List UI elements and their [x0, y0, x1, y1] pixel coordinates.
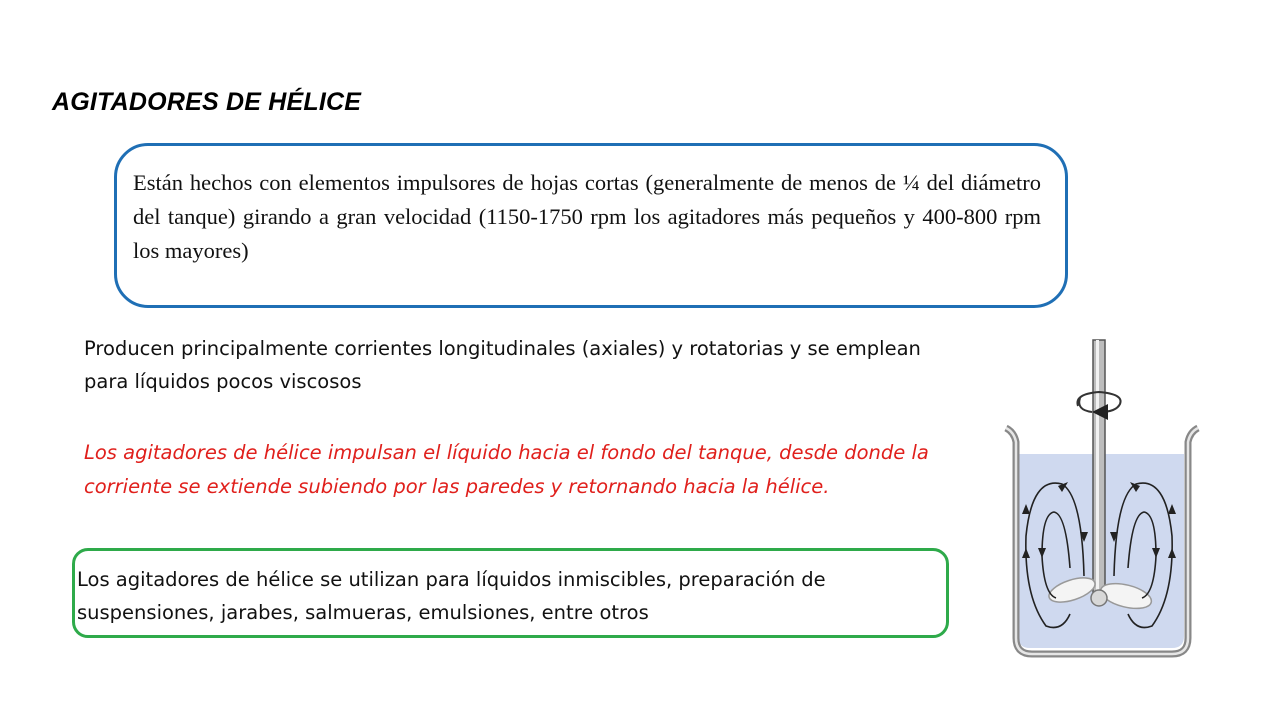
currents-text: Producen principalmente corrientes longitudinales (axiales) y rotatorias y se emplean para líquidos pocos viscosos [84, 337, 921, 393]
propeller-agitator-tank-icon [996, 336, 1206, 672]
slide-title: AGITADORES DE HÉLICE [52, 88, 362, 116]
propeller-hub [1091, 590, 1107, 606]
definition-text: Están hechos con elementos impulsores de hojas cortas (generalmente de menos de ¼ del diámetro del tanque) girando a gran velocidad (1150-1750 rpm los agitadores más pequeños y 400-800 rpm los mayores) [133, 170, 1041, 263]
tank-illustration [996, 336, 1206, 672]
flow-description-text: Los agitadores de hélice impulsan el líquido hacia el fondo del tanque, desde donde la corriente se extiende subiendo por las paredes y retornando hacia la hélice. [84, 441, 929, 498]
applications-text: Los agitadores de hélice se utilizan para líquidos inmiscibles, preparación de suspensiones, jarabes, salmueras, emulsiones, entre otros [77, 568, 826, 624]
